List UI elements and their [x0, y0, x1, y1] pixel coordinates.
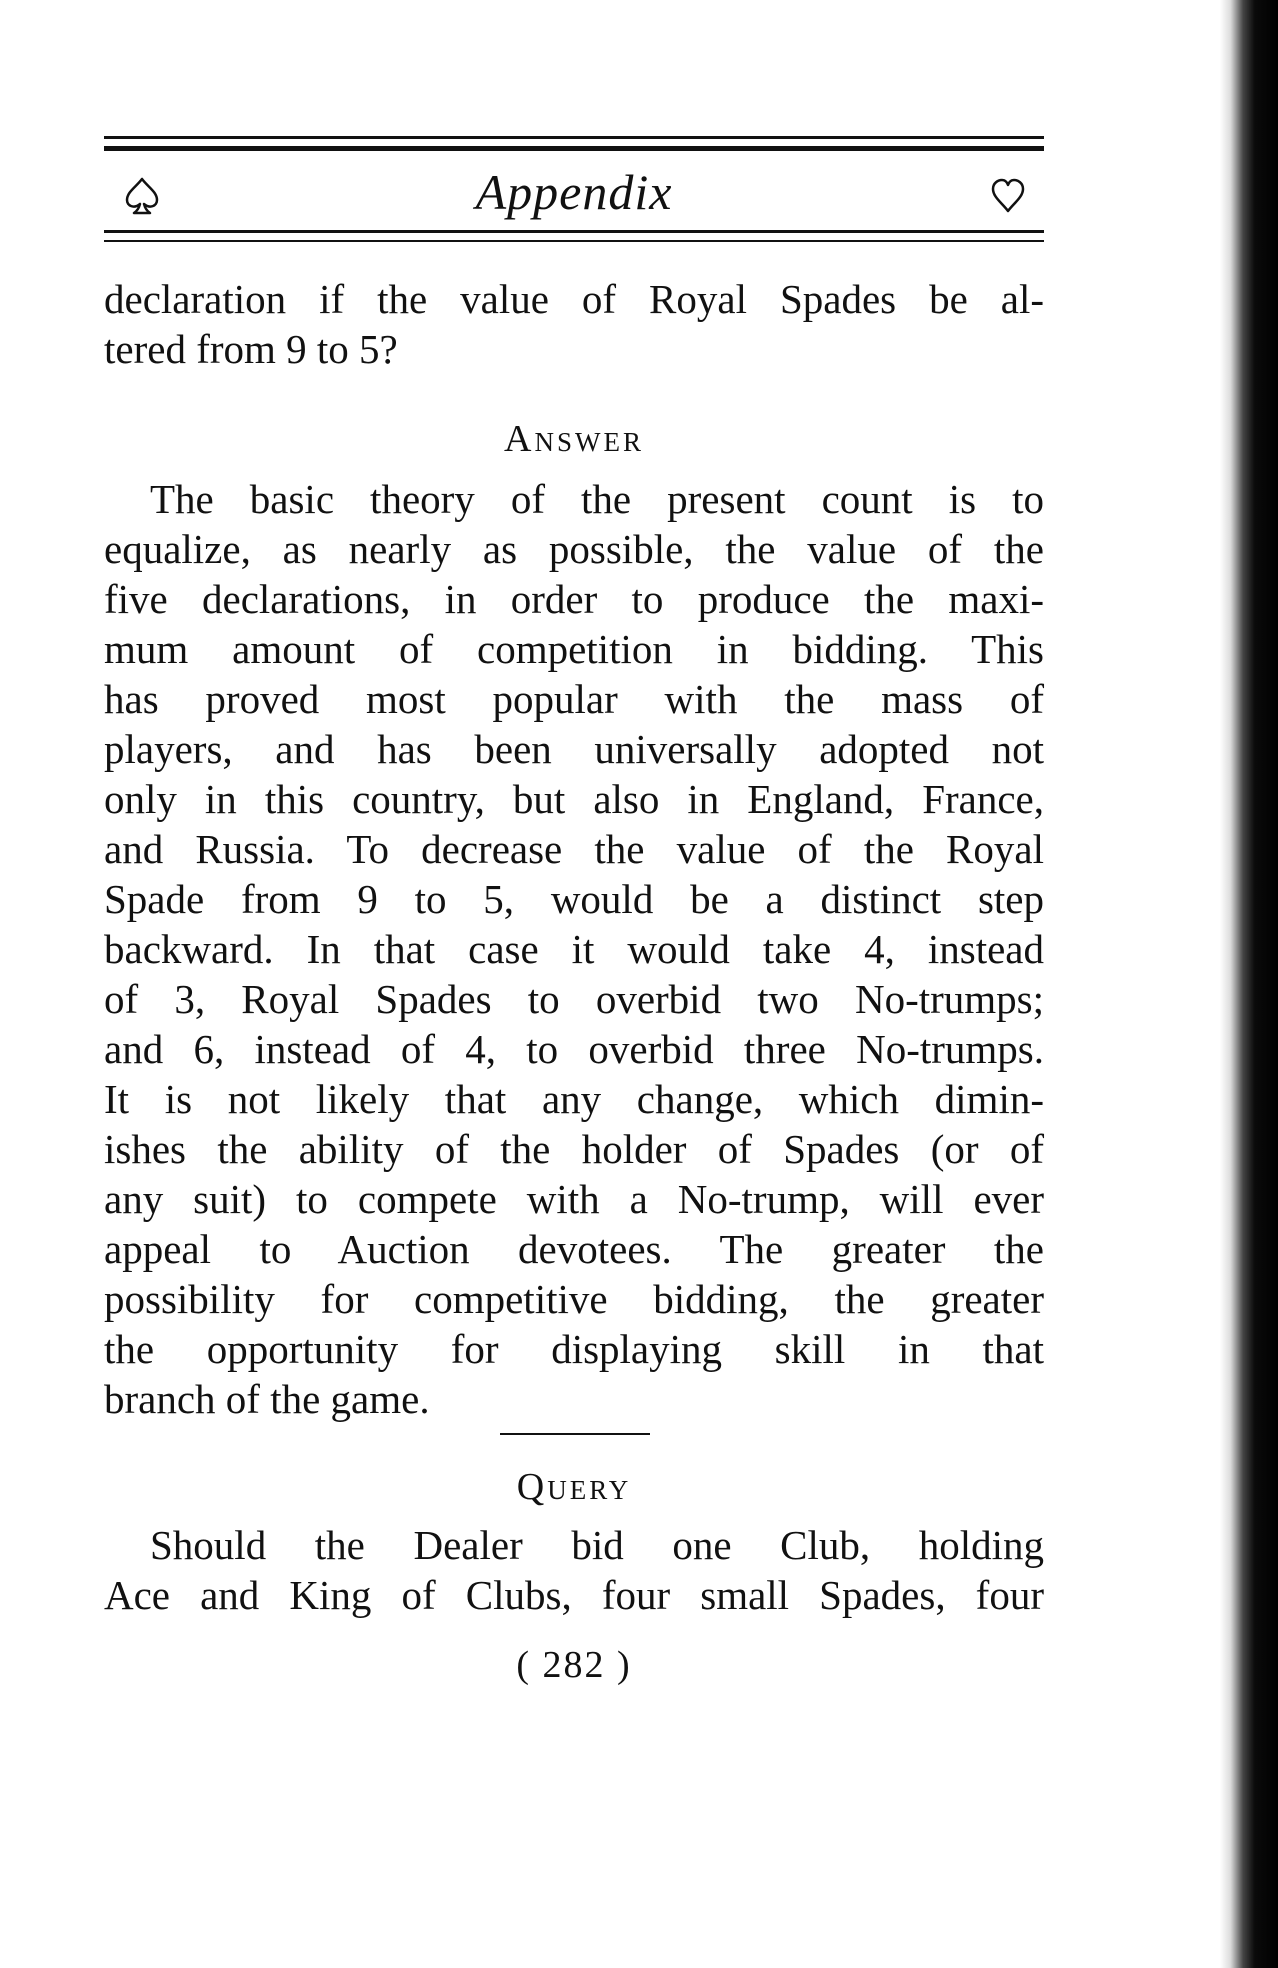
text-line: the opportunity for displaying skill in that — [104, 1326, 1044, 1372]
text-line: has proved most popular with the mass of — [104, 676, 1044, 722]
answer-heading: Answer — [504, 418, 644, 460]
text-line: backward. In that case it would take 4, instead — [104, 926, 1044, 972]
text-line: ishes the ability of the holder of Spades (or of — [104, 1126, 1044, 1172]
query-heading: Query — [516, 1466, 632, 1508]
text-line: Ace and King of Clubs, four small Spades, four — [104, 1572, 1044, 1618]
header-rule-top — [104, 136, 1044, 139]
text-line: and 6, instead of 4, to overbid three No-trumps. — [104, 1026, 1044, 1072]
text-line: and Russia. To decrease the value of the Royal — [104, 826, 1044, 872]
text-line: Spade from 9 to 5, would be a distinct step — [104, 876, 1044, 922]
heart-outline-icon — [990, 176, 1026, 216]
text-line: appeal to Auction devotees. The greater the — [104, 1226, 1044, 1272]
header-rule-top-thick — [104, 146, 1044, 151]
header-rule-bottom — [104, 230, 1044, 233]
page-number: ( 282 ) — [516, 1644, 632, 1686]
running-head-title: Appendix — [475, 164, 673, 220]
query-text — [104, 1520, 1044, 1620]
text-line: players, and has been universally adopted not — [104, 726, 1044, 772]
text-line: possibility for competitive bidding, the greater — [104, 1276, 1044, 1322]
text-line: branch of the game. — [104, 1376, 430, 1422]
running-head — [104, 160, 1044, 224]
text-line: mum amount of competition in bidding. This — [104, 626, 1044, 672]
text-line: declaration if the value of Royal Spades be al- — [104, 276, 1044, 322]
text-line: only in this country, but also in England, France, — [104, 776, 1044, 822]
text-line: five declarations, in order to produce the maxi- — [104, 576, 1044, 622]
text-line: It is not likely that any change, which dimin- — [104, 1076, 1044, 1122]
text-line: equalize, as nearly as possible, the value of the — [104, 526, 1044, 572]
text-line: of 3, Royal Spades to overbid two No-trumps; — [104, 976, 1044, 1022]
text-line: any suit) to compete with a No-trump, will ever — [104, 1176, 1044, 1222]
page-binding-edge — [1220, 0, 1278, 1968]
answer-text — [104, 474, 1044, 1424]
continued-query-text — [104, 274, 1044, 374]
text-line: The basic theory of the present count is to — [150, 476, 1044, 522]
text-line: Should the Dealer bid one Club, holding — [150, 1522, 1044, 1568]
section-divider-rule — [500, 1433, 650, 1435]
header-rule-bottom-thin — [104, 240, 1044, 242]
text-line: tered from 9 to 5? — [104, 326, 398, 372]
